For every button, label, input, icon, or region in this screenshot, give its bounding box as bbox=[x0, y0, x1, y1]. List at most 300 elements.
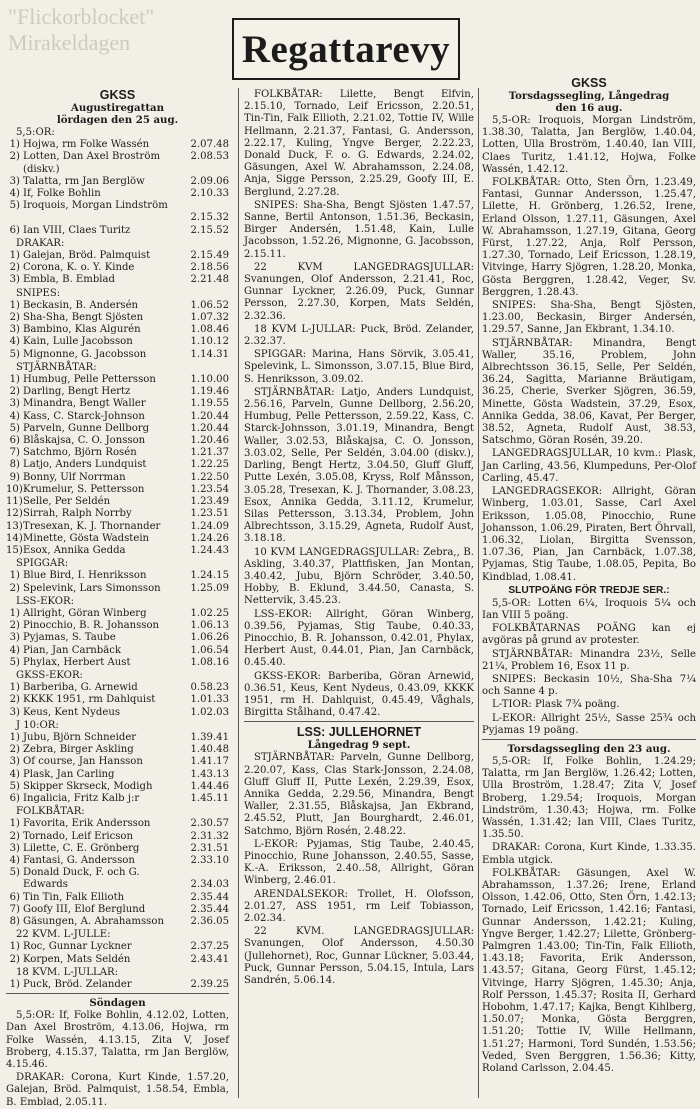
result-row bbox=[6, 484, 229, 496]
result-row bbox=[6, 349, 229, 361]
placing: 7) bbox=[9, 903, 20, 915]
boat-and-skipper: Mignonne, G. Jacobsson bbox=[23, 348, 147, 360]
result-paragraph: SNIPES: Sha-Sha, Bengt Sjösten 1.47.57, Sanne, Bertil Antonson, 1.51.36, Beckasin, Birger Andersén, 1.51.48, Kain, Lulle Jacobsson, 1.52.26, Mignonne, G. Jacobsson, 2.15.11. bbox=[244, 199, 474, 260]
result-row bbox=[6, 386, 229, 398]
placing: 6) bbox=[9, 435, 20, 447]
finish-time: 1.23.49 bbox=[190, 496, 229, 508]
result-row bbox=[6, 916, 229, 928]
result-row bbox=[6, 250, 229, 262]
finish-time: 1.19.55 bbox=[190, 398, 229, 410]
result-row bbox=[6, 533, 229, 545]
boat-and-skipper: Corona, K. o. Y. Kinde bbox=[23, 262, 135, 274]
class-heading: FOLKBÅTAR: bbox=[16, 806, 85, 818]
placing: 2) bbox=[9, 744, 20, 756]
result-row bbox=[6, 521, 229, 533]
boat-and-skipper: Zebra, Birger Askling bbox=[23, 744, 134, 756]
finish-time: 1.44.46 bbox=[190, 780, 229, 792]
result-row bbox=[6, 324, 229, 336]
result-paragraph: FOLKBÅTARNAS POÄNG kan ej avgöras på grund av protester. bbox=[482, 623, 696, 647]
finish-time: 1.25.09 bbox=[190, 582, 229, 594]
finish-time: 1.22.25 bbox=[190, 459, 229, 471]
boat-and-skipper: Pyjamas, S. Taube bbox=[23, 632, 116, 644]
result-paragraph: FOLKBÅTAR: Gäsungen, Axel W. Abrahamsson, 1.37.26; Irene, Erland Olsson, 1.42.06, Otto, Sten Örn, 1.42.13; Tornado, Leif Ericsson, 1.42.16; Fantasi, Gunnar Andersson, 1.42.21; Kuling, Yngve Berger, 1.42.27; Lilette, Grönberg-Palmgren 1.43.00; Tin-Tin, Falk Ellioth, 1.43.18; Favorita, Erik Andersson, 1.43.57; Gitana, Georg Fürst, 1.45.12; Vitvinge, Harry Sjögren, 1.45.30; Anja, Rolf Persson, 1.45.37; Rosita II, Gerhard Hobohm, 1.47.17; Kajka, Bengt Kihlberg, 1.50.07; Monka, Gösta Berggren, 1.51.20; Tottie IV, Wille Hellmann, 1.51.27; Harmoni, Tord Sundén, 1.53.56; Veded, Sven Berggren, 1.56.36; Kitty, Roland Carlsson, 2.04.45. bbox=[482, 867, 696, 1075]
finish-time: 0.58.23 bbox=[190, 682, 229, 694]
placing: 4) bbox=[9, 188, 20, 200]
boat-and-skipper: Sha-Sha, Bengt Sjösten bbox=[23, 312, 144, 324]
result-row bbox=[6, 374, 229, 386]
section-subheading: Söndagen bbox=[89, 997, 146, 1010]
result-paragraph: FOLKBÅTAR: Lilette, Bengt Elfvin, 2.15.10, Tornado, Leif Ericsson, 2.20.51, Tin-Tin, Falk Ellioth, 2.21.02, Tottie IV, Wille Hellmann, 2.21.37, Fantasi, G. Andersson, 2.22.17, Kuling, Yngve Berger, 2.22.23, Donald Duck, F. o. G. Edwards, 2.24.02, Gäsungen, Axel W. Abrahamsson, 2.24.08, Anja, Sigge Persson, 2.25.29, Goofy III, E. Berglund, 2.27.28. bbox=[244, 89, 474, 198]
result-paragraph: STJÄRNBÅTAR: Minandra 23½, Selle 21¼, Problem 16, Esox 11 p. bbox=[482, 648, 696, 672]
boat-and-skipper: Blåskajsa, C. O. Jonsson bbox=[23, 435, 146, 447]
placing bbox=[6, 212, 23, 224]
finish-time: 2.36.05 bbox=[190, 916, 229, 927]
boat-and-skipper: Keus, Kent Nydeus bbox=[23, 706, 120, 718]
result-row bbox=[6, 164, 229, 176]
finish-time: 1.10.12 bbox=[190, 336, 229, 348]
boat-and-skipper: Bonny, Ulf Norrman bbox=[23, 471, 126, 483]
placing: 1) bbox=[9, 570, 20, 582]
boat-and-skipper: Of course, Jan Hansson bbox=[23, 756, 143, 768]
page-title: Regattarevy bbox=[241, 27, 451, 71]
placing: 5) bbox=[9, 780, 20, 792]
placing: 3) bbox=[9, 842, 20, 854]
result-row bbox=[6, 769, 229, 781]
section-heading: GKSS bbox=[99, 88, 136, 102]
boat-and-skipper: Tin Tin, Falk Ellioth bbox=[23, 891, 125, 903]
placing: 1) bbox=[9, 607, 20, 619]
placing: 3) bbox=[9, 274, 20, 286]
placing: 1) bbox=[9, 682, 20, 694]
result-row bbox=[6, 979, 229, 991]
boat-and-skipper: Latjo, Anders Lundquist bbox=[23, 459, 147, 471]
placing: 3) bbox=[9, 632, 20, 644]
result-row bbox=[6, 732, 229, 744]
placing: 5) bbox=[9, 422, 20, 434]
finish-time: 2.08.53 bbox=[190, 151, 229, 163]
result-row bbox=[6, 632, 229, 644]
boat-and-skipper: Parveln, Gunne Dellborg bbox=[23, 422, 150, 434]
result-row bbox=[6, 941, 229, 953]
section-subheading: Torsdagssegling, Långedrag bbox=[508, 90, 670, 102]
placing: 2) bbox=[9, 620, 20, 632]
result-row bbox=[6, 707, 229, 719]
result-paragraph: L-EKOR: Pyjamas, Stig Taube, 2.40.45, Pinocchio, Rune Johansson, 2.40.55, Sasse, K.-A. Eriksson, 2.40..58, Allright, Göran Winberg, 2.46.01. bbox=[244, 838, 474, 887]
placing: 2) bbox=[9, 386, 20, 398]
class-heading: SPIGGAR: bbox=[16, 558, 69, 570]
placing: 4) bbox=[9, 854, 20, 866]
placing bbox=[6, 164, 23, 176]
placing: 7) bbox=[9, 447, 20, 459]
result-row bbox=[6, 855, 229, 867]
boat-and-skipper bbox=[23, 212, 189, 224]
section-subheading: Augustiregattan bbox=[70, 102, 165, 114]
page-title-box bbox=[232, 18, 460, 80]
placing: 3) bbox=[9, 398, 20, 410]
boat-and-skipper: Allright, Göran Winberg bbox=[23, 607, 147, 619]
finish-time: 1.06.54 bbox=[190, 644, 229, 656]
result-row bbox=[6, 892, 229, 904]
result-paragraph: 18 KVM L-JULLAR: Puck, Bröd. Zelander, 2.32.37. bbox=[244, 323, 474, 348]
finish-time: 1.23.51 bbox=[190, 508, 229, 520]
boat-and-skipper: Darling, Bengt Hertz bbox=[23, 386, 131, 398]
finish-time: 2.35.44 bbox=[190, 891, 229, 903]
placing: 1) bbox=[9, 374, 20, 386]
boat-and-skipper: Donald Duck, F. och G. bbox=[23, 867, 140, 879]
result-row bbox=[6, 818, 229, 830]
placing: 3) bbox=[9, 706, 20, 718]
result-row bbox=[6, 756, 229, 768]
class-heading: STJÄRNBÅTAR: bbox=[16, 361, 97, 373]
result-paragraph: ARENDALSEKOR: Trollet, H. Olofsson, 2.01.27, ASS 1951, rm Leif Tobiasson, 2.02.34. bbox=[244, 888, 474, 924]
result-row bbox=[6, 867, 229, 879]
result-paragraph: 5,5:OR: If, Folke Bohlin, 4.12.02, Lotten, Dan Axel Broström, 4.13.06, Hojwa, rm Folke Wassén, 4.13.15, Zita V, Josef Broberg, 4.15.37, Talatta, rm Jan Berglöw, 4.15.46. bbox=[6, 1010, 229, 1071]
result-paragraph: L-EKOR: Allright 25½, Sasse 25¾ och Pyjamas 19 poäng. bbox=[482, 712, 696, 736]
section-subheading: lördagen den 25 aug. bbox=[56, 114, 179, 126]
result-paragraph: 22 KVM. LANGEDRAGSJULLAR: Svanungen, Olof Andersson, 4.50.30 (Jullehornet), Roc, Gunnar Lückner, 5.03.44, Puck, Gunnar Persson, 5.04.15, Intula, Lars Sandrén, 5.06.14. bbox=[244, 926, 474, 987]
finish-time: 1.08.16 bbox=[190, 656, 229, 668]
section-divider bbox=[6, 993, 229, 994]
placing: 5) bbox=[9, 656, 20, 668]
banner-line-2: Mirakeldagen bbox=[8, 30, 131, 55]
boat-and-skipper: Favorita, Erik Andersson bbox=[23, 818, 151, 830]
finish-time: 1.21.37 bbox=[190, 447, 229, 459]
boat-and-skipper: Fantasi, G. Andersson bbox=[23, 854, 135, 866]
boat-and-skipper: Humbug, Pelle Pettersson bbox=[23, 374, 156, 386]
section-subheading: Torsdagssegling den 23 aug. bbox=[507, 742, 671, 755]
section-divider bbox=[244, 721, 474, 722]
result-row bbox=[6, 682, 229, 694]
result-row bbox=[6, 200, 229, 212]
finish-time: 2.15.32 bbox=[190, 212, 229, 224]
placing: 1) bbox=[9, 139, 20, 151]
finish-time: 1.10.00 bbox=[190, 374, 229, 386]
finish-time: 2.31.51 bbox=[190, 842, 229, 854]
class-heading: J 10:OR: bbox=[16, 719, 59, 731]
finish-time: 2.15.52 bbox=[190, 224, 229, 236]
result-row bbox=[6, 262, 229, 274]
result-paragraph: 5,5-OR: Iroquois, Morgan Lindström, 1.38.30, Talatta, Jan Berglöw, 1.40.04, Lotten, Ulla Broström, 1.40.40, Ian VIII, Claes Turitz, 1.41.12, Hojwa, Folke Wassén, 1.42.12. bbox=[482, 115, 696, 175]
banner-line-1: "Flickorblocket" bbox=[8, 4, 155, 29]
placing: 5) bbox=[9, 200, 20, 212]
boat-and-skipper: Jubu, Björn Schneider bbox=[23, 731, 137, 743]
result-row bbox=[6, 608, 229, 620]
class-heading: DRAKAR: bbox=[16, 237, 65, 249]
finish-time: 1.43.13 bbox=[190, 768, 229, 780]
result-paragraph: SNIPES: Sha-Sha, Bengt Sjösten, 1.23.00, Beckasin, Birger Andersén, 1.29.57, Sanne, Jan Ekbrant, 1.34.10. bbox=[482, 300, 696, 336]
placing: 2) bbox=[9, 953, 20, 965]
boat-and-skipper: Hojwa, rm Folke Wassén bbox=[23, 139, 150, 151]
placing: 2) bbox=[9, 830, 20, 842]
result-row bbox=[6, 472, 229, 484]
result-row bbox=[6, 300, 229, 312]
finish-time: 2.31.32 bbox=[190, 830, 229, 842]
result-row bbox=[6, 620, 229, 632]
result-row bbox=[6, 423, 229, 435]
boat-and-skipper: Beckasin, B. Andersén bbox=[23, 299, 139, 311]
result-row bbox=[6, 694, 229, 706]
finish-time: 1.20.44 bbox=[190, 422, 229, 434]
boat-and-skipper: Esox, Annika Gedda bbox=[23, 544, 126, 556]
result-row bbox=[6, 879, 229, 891]
result-paragraph: STJÄRNBÅTAR: Parveln, Gunne Dellborg, 2.20.07, Kass, Clas Stark-Jonsson, 2.24.08, Gluff Gluff II, Putte Lexén, 2.29.39, Esox, Annika Gedda, 2.29.56, Minandra, Bengt Waller, 2.31.55, Blåskajsa, Jan Ekbrand, 2.45.52, Plutt, Jan Bourghardt, 2.46.01, Satchmo, Björn Rosén, 2.48.22. bbox=[244, 752, 474, 837]
result-row bbox=[6, 212, 229, 224]
placing: 6) bbox=[9, 891, 20, 903]
result-paragraph: LANGEDRAGSJULLAR, 10 kvm.: Plask, Jan Carling, 43.56, Klumpeduns, Per-Olof Carling, 45.47. bbox=[482, 448, 696, 484]
finish-time: 1.24.09 bbox=[190, 520, 229, 532]
boat-and-skipper: Spelevink, Lars Simonsson bbox=[23, 582, 161, 594]
finish-time: 1.22.50 bbox=[190, 471, 229, 483]
finish-time: 1.06.52 bbox=[190, 299, 229, 311]
class-heading: 18 KVM. L-JULLAR: bbox=[16, 966, 118, 978]
finish-time: 1.19.46 bbox=[190, 386, 229, 398]
class-heading: GKSS-EKOR: bbox=[16, 669, 83, 681]
boat-and-skipper: KKKK 1951, rm Dahlquist bbox=[23, 694, 156, 706]
placing: 15) bbox=[6, 544, 23, 556]
result-row bbox=[6, 459, 229, 471]
finish-time: 2.09.06 bbox=[190, 175, 229, 187]
finish-time: 1.24.43 bbox=[190, 544, 229, 556]
result-row bbox=[6, 904, 229, 916]
boat-and-skipper: Korpen, Mats Seldén bbox=[23, 953, 131, 965]
placing: 2) bbox=[9, 694, 20, 706]
result-row bbox=[6, 151, 229, 163]
result-paragraph: L-TIOR: Plask 7¾ poäng. bbox=[492, 699, 620, 711]
column-divider-1 bbox=[238, 88, 239, 1098]
result-row bbox=[6, 793, 229, 805]
placing: 1) bbox=[9, 731, 20, 743]
result-paragraph: 5,5-OR: Lotten 6¼, Iroquois 5¼ och Ian VIII 5 poäng. bbox=[482, 597, 696, 621]
result-row bbox=[6, 496, 229, 508]
boat-and-skipper: Kass, C. Starck-Johnson bbox=[23, 410, 145, 422]
finish-time: 2.37.25 bbox=[190, 941, 229, 953]
boat-and-skipper: Tresexan, K. J. Thornander bbox=[23, 520, 161, 532]
section-heading: LSS: JULLEHORNET bbox=[296, 725, 422, 740]
section-heading: SLUTPOÄNG FÖR TREDJE SER.: bbox=[508, 584, 670, 596]
boat-and-skipper: Goofy III, Elof Berglund bbox=[23, 903, 146, 915]
results-column-1 bbox=[6, 88, 229, 1108]
result-row bbox=[6, 570, 229, 582]
column-divider-2 bbox=[478, 88, 479, 1098]
result-paragraph: FOLKBÅTAR: Otto, Sten Örn, 1.23.49, Fantasi, Gunnar Andersson, 1.25.47, Lilette, H. Grönberg, 1.26.52, Irene, Erland Olsson, 1.27.11, Gäsungen, Axel W. Abrahamsson, 1.27.19, Gitana, Georg Fürst, 1.27.22, Anja, Rolf Persson, 1.27.30, Tornado, Leif Ericsson, 1.28.19, Vitvinge, Harry Sjögren, 1.28.20, Monka, Gösta Berggren, 1.28.42, Veger, Sv. Berggren, 1.28.43. bbox=[482, 177, 696, 298]
boat-and-skipper: Talatta, rm Jan Berglöw bbox=[23, 175, 145, 187]
result-row bbox=[6, 545, 229, 557]
boat-and-skipper: Ingalicia, Fritz Kalb j:r bbox=[23, 792, 140, 804]
section-divider bbox=[482, 739, 696, 740]
placing: 1) bbox=[9, 250, 20, 262]
boat-and-skipper: Selle, Per Seldén bbox=[23, 496, 111, 508]
boat-and-skipper: If, Folke Bohlin bbox=[23, 188, 101, 200]
finish-time: 1.07.32 bbox=[190, 312, 229, 324]
placing: 8) bbox=[9, 459, 20, 471]
result-row bbox=[6, 583, 229, 595]
placing: 3) bbox=[9, 175, 20, 187]
finish-time: 2.18.56 bbox=[190, 262, 229, 274]
placing: 5) bbox=[9, 348, 20, 360]
results-column-3 bbox=[482, 76, 696, 1100]
boat-and-skipper: Gäsungen, A. Abrahamsson bbox=[23, 916, 164, 927]
boat-and-skipper: (diskv.) bbox=[23, 163, 60, 175]
boat-and-skipper: Tornado, Leif Ericson bbox=[23, 830, 134, 842]
result-row bbox=[6, 411, 229, 423]
background-banner-text bbox=[8, 4, 238, 90]
placing: 1) bbox=[9, 818, 20, 830]
finish-time: 2.07.48 bbox=[190, 139, 229, 151]
finish-time: 2.33.10 bbox=[190, 854, 229, 866]
boat-and-skipper: Phylax, Herbert Aust bbox=[23, 656, 131, 668]
boat-and-skipper: Pinocchio, B. R. Johansson bbox=[23, 620, 160, 632]
result-paragraph: DRAKAR: Corona, Kurt Kinde, 1.57.20, Galejan, Bröd. Palmquist, 1.58.54, Embla, B. Emblad, 2.05.11. bbox=[6, 1072, 229, 1108]
section-subheading: Långedrag 9 sept. bbox=[307, 739, 411, 752]
result-row bbox=[6, 447, 229, 459]
finish-time: 2.43.41 bbox=[190, 953, 229, 965]
placing: 14) bbox=[6, 532, 23, 544]
result-row bbox=[6, 657, 229, 669]
boat-and-skipper: Pian, Jan Carnbäck bbox=[23, 644, 122, 656]
placing: 5) bbox=[9, 867, 20, 879]
finish-time: 2.39.25 bbox=[190, 979, 229, 991]
result-paragraph: DRAKAR: Corona, Kurt Kinde, 1.33.35. Embla utgick. bbox=[482, 842, 696, 866]
boat-and-skipper: Kain, Lulle Jacobsson bbox=[23, 336, 133, 348]
placing: 1) bbox=[9, 979, 20, 991]
result-paragraph: STJÄRNBÅTAR: Latjo, Anders Lundquist, 2.56.16, Parveln, Gunne Dellborg, 2.56.20, Humbug, Pelle Pettersson, 2.59.22, Kass, C. Starck-Johnsson, 3.01.19, Minandra, Bengt Waller, 3.02.53, Blåskajsa, C. O. Jonsson, 3.03.02, Selle, Per Seldén, 3.04.00 (diskv.), Darling, Bengt Hertz, 3.04.50, Gluff Gluff, Putte Lexén, 3.05.08, Kryss, Rolf Månsson, 3.05.28, Tresexan, K. J. Thornander, 3.08.23, Esox, Annika Gedda, 3.11.12, Krumelur, Silas Pettersson, 3.13.34, Problem, John Albrechtsson, 3.15.29, Agneta, Rudolf Aust, 3.18.18. bbox=[244, 386, 474, 545]
section-heading: GKSS bbox=[571, 76, 607, 90]
boat-and-skipper: Edwards bbox=[23, 879, 68, 891]
boat-and-skipper: Barberiba, G. Arnewid bbox=[23, 682, 138, 694]
result-row bbox=[6, 831, 229, 843]
boat-and-skipper: Minette, Gösta Wadstein bbox=[23, 532, 150, 544]
placing: 6) bbox=[9, 792, 20, 804]
placing: 3) bbox=[9, 756, 20, 768]
finish-time: 1.01.33 bbox=[190, 694, 229, 706]
placing: 1) bbox=[9, 941, 20, 953]
result-paragraph: STJÄRNBÅTAR: Minandra, Bengt Waller, 35.16, Problem, John Albrechtsson 36.15, Selle, Per Seldén, 36.24, Sagitta, Marianne Bräutigam, 36.25, Cherie, Sverker Sjögren, 36.59, Minette, Gösta Wadstein, 37.29, Esox, Annika Gedda, 38.06, Kavat, Per Berger, 38.52, Agneta, Rudolf Aust, 38.53, Satschmo, Göran Rosén, 39.20. bbox=[482, 337, 696, 447]
placing: 11) bbox=[6, 496, 23, 508]
result-row bbox=[6, 508, 229, 520]
result-paragraph: LANGEDRAGSEKOR: Allright, Göran Winberg, 1.03.01, Sasse, Carl Axel Eriksson, 1.05.08, Pinocchio, Rune Johansson, 1.06.29, Piraten, Bert Öhrvall, 1.06.32, Liolan, Birgitta Svensson, 1.07.36, Pian, Jan Carnbäck, 1.07.38, Pyjamas, Stig Taube, 1.08.05, Pepita, Bo Kindblad, 1.08.41. bbox=[482, 486, 696, 583]
placing: 9) bbox=[9, 471, 20, 483]
finish-time: 1.24.15 bbox=[190, 570, 229, 582]
result-row bbox=[6, 398, 229, 410]
class-heading: SNIPES: bbox=[16, 287, 61, 299]
finish-time bbox=[189, 867, 229, 879]
boat-and-skipper: Blue Bird, I. Henriksson bbox=[23, 570, 147, 582]
result-row bbox=[6, 139, 229, 151]
result-paragraph: LSS-EKOR: Allright, Göran Winberg, 0.39.56, Pyjamas, Stig Taube, 0.40.33, Pinocchio, B. R. Johansson, 0.42.01, Phylax, Herbert Aust, 0.44.01, Pian, Jan Carnbäck, 0.45.40. bbox=[244, 608, 474, 669]
result-paragraph: 22 KVM LANGEDRAGSJULLAR: Svanungen, Olof Andersson, 2.21.41, Roc, Gunnar Lyckner, 2.26.09, Puck, Gunnar Persson, 2.27.30, Korpen, Mats Seldén, 2.32.36. bbox=[244, 261, 474, 322]
boat-and-skipper: Ian VIII, Claes Turitz bbox=[23, 224, 131, 236]
class-heading: LSS-EKOR: bbox=[16, 595, 75, 607]
placing bbox=[6, 879, 23, 891]
result-row bbox=[6, 188, 229, 200]
placing: 4) bbox=[9, 410, 20, 422]
result-row bbox=[6, 336, 229, 348]
placing: 10) bbox=[6, 483, 23, 495]
finish-time: 1.06.26 bbox=[190, 632, 229, 644]
finish-time bbox=[189, 164, 229, 176]
placing: 3) bbox=[9, 324, 20, 336]
finish-time bbox=[189, 200, 229, 212]
result-row bbox=[6, 843, 229, 855]
boat-and-skipper: Minandra, Bengt Waller bbox=[23, 398, 146, 410]
placing: 12) bbox=[6, 508, 23, 520]
finish-time: 2.30.57 bbox=[190, 818, 229, 830]
class-heading: 22 KVM. L-JULLE: bbox=[16, 929, 111, 941]
finish-time: 1.08.46 bbox=[190, 324, 229, 336]
boat-and-skipper: Puck, Bröd. Zelander bbox=[23, 979, 132, 991]
finish-time: 1.45.11 bbox=[190, 792, 229, 804]
result-row bbox=[6, 781, 229, 793]
boat-and-skipper: Lilette, C. E. Grönberg bbox=[23, 842, 140, 854]
result-row bbox=[6, 435, 229, 447]
finish-time: 1.14.31 bbox=[190, 348, 229, 360]
result-row bbox=[6, 274, 229, 286]
result-paragraph: GKSS-EKOR: Barberiba, Göran Arnewid, 0.36.51, Keus, Kent Nydeus, 0.43.09, KKKK 1951, rm H. Dahlquist, 0.45.49, Våghals, Birgitta Stålhand, 0.47.42. bbox=[244, 670, 474, 719]
finish-time: 1.06.13 bbox=[190, 620, 229, 632]
finish-time: 1.23.54 bbox=[190, 483, 229, 495]
section-subheading: den 16 aug. bbox=[555, 102, 623, 114]
boat-and-skipper: Embla, B. Emblad bbox=[23, 274, 116, 286]
result-paragraph: SPIGGAR: Marina, Hans Sörvik, 3.05.41, Spelevink, L. Simonsson, 3.07.15, Blue Bird, S. Henriksson, 3.09.02. bbox=[244, 349, 474, 385]
placing: 8) bbox=[9, 916, 20, 927]
result-row bbox=[6, 176, 229, 188]
finish-time: 1.20.46 bbox=[190, 435, 229, 447]
placing: 2) bbox=[9, 582, 20, 594]
finish-time: 1.41.17 bbox=[190, 756, 229, 768]
finish-time: 1.02.03 bbox=[190, 706, 229, 718]
finish-time: 2.35.44 bbox=[190, 903, 229, 915]
finish-time: 2.21.48 bbox=[190, 274, 229, 286]
result-row bbox=[6, 312, 229, 324]
finish-time: 2.15.49 bbox=[190, 250, 229, 262]
result-row bbox=[6, 645, 229, 657]
result-paragraph: 10 KVM LANGEDRAGSJULLAR: Zebra,, B. Askling, 3.40.37, Plattfisken, Jan Montan, 3.40.42, Jubu, Björn Schröder, 3.40.50, Hobby, B. Eklund, 3.44.50, Canasta, S. Nettervik, 3.45.23. bbox=[244, 546, 474, 607]
boat-and-skipper: Bambino, Klas Algurén bbox=[23, 324, 141, 336]
finish-time: 2.10.33 bbox=[190, 188, 229, 200]
finish-time: 1.20.44 bbox=[190, 410, 229, 422]
results-column-2 bbox=[244, 88, 474, 1100]
boat-and-skipper: Satchmo, Björn Rosén bbox=[23, 447, 137, 459]
finish-time: 1.24.26 bbox=[190, 532, 229, 544]
boat-and-skipper: Iroquois, Morgan Lindström bbox=[23, 200, 168, 212]
boat-and-skipper: Lotten, Dan Axel Broström bbox=[23, 151, 161, 163]
boat-and-skipper: Roc, Gunnar Lyckner bbox=[23, 941, 132, 953]
result-row bbox=[6, 954, 229, 966]
placing: 4) bbox=[9, 768, 20, 780]
result-row bbox=[6, 744, 229, 756]
placing: 1) bbox=[9, 299, 20, 311]
boat-and-skipper: Plask, Jan Carling bbox=[23, 768, 115, 780]
boat-and-skipper: Galejan, Bröd. Palmquist bbox=[23, 250, 151, 262]
boat-and-skipper: Skipper Skrseck, Modigh bbox=[23, 780, 153, 792]
result-paragraph: 5,5-OR: If, Folke Bohlin, 1.24.29; Talatta, rm Jan Berglöw, 1.26.42; Lotten, Ulla Broström, 1.28.47; Zita V, Josef Broberg, 1.29.54; Iroquois, Morgan Lindström, 1.30.43; Hojwa, rm. Folke Wassén, 1.31.42; Ian VIII, Claes Turitz, 1.35.50. bbox=[482, 755, 696, 841]
placing: 4) bbox=[9, 336, 20, 348]
placing: 2) bbox=[9, 151, 20, 163]
finish-time: 1.39.41 bbox=[190, 731, 229, 743]
placing: 13) bbox=[6, 520, 23, 532]
placing: 2) bbox=[9, 262, 20, 274]
placing: 6) bbox=[9, 224, 20, 236]
placing: 4) bbox=[9, 644, 20, 656]
finish-time: 2.34.03 bbox=[190, 879, 229, 891]
boat-and-skipper: Krumelur, S. Pettersson bbox=[23, 483, 145, 495]
finish-time: 1.40.48 bbox=[190, 744, 229, 756]
result-row bbox=[6, 225, 229, 237]
placing: 2) bbox=[9, 312, 20, 324]
finish-time: 1.02.25 bbox=[190, 607, 229, 619]
boat-and-skipper: Sirrah, Ralph Norrby bbox=[23, 508, 132, 520]
result-paragraph: SNIPES: Beckasin 10½, Sha-Sha 7¼ och Sanne 4 p. bbox=[482, 673, 696, 698]
